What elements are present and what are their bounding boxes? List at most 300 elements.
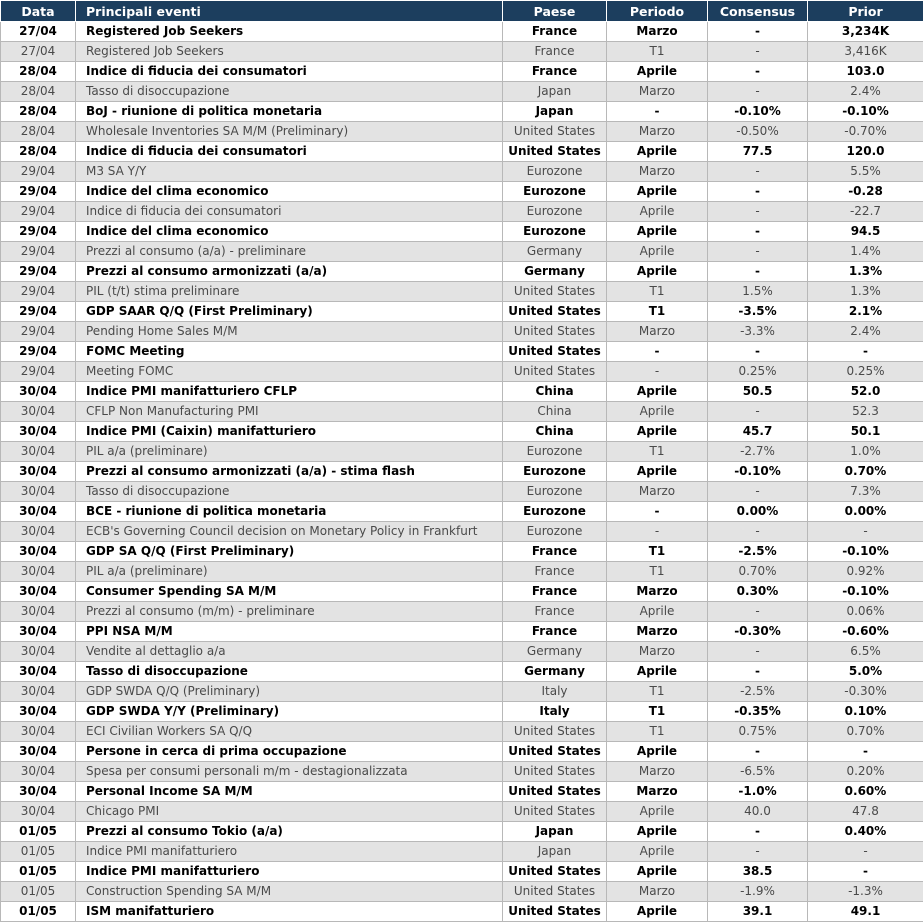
cell-consensus: - (708, 222, 808, 242)
cell-consensus: -3.3% (708, 322, 808, 342)
header-consensus: Consensus (708, 1, 808, 22)
cell-prior: -1.3% (808, 882, 923, 902)
table-row (1, 862, 923, 882)
table-row (1, 402, 923, 422)
cell-consensus: -1.9% (708, 882, 808, 902)
cell-date: 28/04 (1, 62, 76, 82)
cell-consensus: 1.5% (708, 282, 808, 302)
cell-country: France (503, 42, 607, 62)
cell-consensus: - (708, 162, 808, 182)
cell-country: United States (503, 722, 607, 742)
cell-country: Italy (503, 682, 607, 702)
cell-event: Indice PMI (Caixin) manifatturiero (76, 422, 503, 442)
cell-event: Indice di fiducia dei consumatori (76, 62, 503, 82)
cell-event: BCE - riunione di politica monetaria (76, 502, 503, 522)
cell-consensus: -0.10% (708, 462, 808, 482)
cell-event: Prezzi al consumo Tokio (a/a) (76, 822, 503, 842)
cell-date: 30/04 (1, 802, 76, 822)
cell-country: United States (503, 142, 607, 162)
cell-country: China (503, 382, 607, 402)
table-row (1, 162, 923, 182)
header-date: Data (1, 1, 76, 22)
cell-date: 29/04 (1, 302, 76, 322)
cell-country: Germany (503, 642, 607, 662)
table-row (1, 182, 923, 202)
cell-date: 28/04 (1, 102, 76, 122)
cell-country: France (503, 622, 607, 642)
cell-date: 30/04 (1, 542, 76, 562)
cell-event: ECB's Governing Council decision on Monetary Policy in Frankfurt (76, 522, 503, 542)
cell-consensus: 40.0 (708, 802, 808, 822)
cell-country: Japan (503, 82, 607, 102)
cell-prior: -0.10% (808, 542, 923, 562)
cell-date: 29/04 (1, 282, 76, 302)
cell-period: Marzo (607, 22, 708, 42)
cell-country: United States (503, 762, 607, 782)
cell-period: Marzo (607, 582, 708, 602)
cell-consensus: 0.70% (708, 562, 808, 582)
cell-period: - (607, 522, 708, 542)
cell-event: Indice PMI manifatturiero (76, 842, 503, 862)
cell-prior: 1.0% (808, 442, 923, 462)
cell-date: 30/04 (1, 502, 76, 522)
cell-event: GDP SA Q/Q (First Preliminary) (76, 542, 503, 562)
header-row (1, 1, 923, 22)
cell-period: - (607, 102, 708, 122)
cell-country: Japan (503, 822, 607, 842)
cell-date: 29/04 (1, 322, 76, 342)
cell-event: Tasso di disoccupazione (76, 662, 503, 682)
table-row (1, 382, 923, 402)
cell-prior: - (808, 742, 923, 762)
cell-period: Marzo (607, 882, 708, 902)
cell-prior: 50.1 (808, 422, 923, 442)
cell-date: 30/04 (1, 382, 76, 402)
cell-prior: 0.60% (808, 782, 923, 802)
cell-country: France (503, 542, 607, 562)
cell-event: ECI Civilian Workers SA Q/Q (76, 722, 503, 742)
cell-date: 01/05 (1, 902, 76, 922)
cell-country: United States (503, 862, 607, 882)
cell-prior: - (808, 522, 923, 542)
cell-prior: 2.1% (808, 302, 923, 322)
cell-country: France (503, 602, 607, 622)
cell-consensus: -0.35% (708, 702, 808, 722)
cell-event: PIL (t/t) stima preliminare (76, 282, 503, 302)
cell-period: T1 (607, 542, 708, 562)
table-row (1, 462, 923, 482)
header-prior: Prior (808, 1, 923, 22)
cell-prior: 0.70% (808, 722, 923, 742)
cell-consensus: - (708, 842, 808, 862)
cell-period: - (607, 362, 708, 382)
table-row (1, 62, 923, 82)
cell-date: 30/04 (1, 722, 76, 742)
header-event: Principali eventi (76, 1, 503, 22)
table-row (1, 342, 923, 362)
cell-date: 30/04 (1, 422, 76, 442)
cell-event: Spesa per consumi personali m/m - destagionalizzata (76, 762, 503, 782)
cell-period: Aprile (607, 842, 708, 862)
table-row (1, 82, 923, 102)
cell-date: 28/04 (1, 142, 76, 162)
cell-date: 29/04 (1, 202, 76, 222)
cell-date: 30/04 (1, 522, 76, 542)
cell-country: United States (503, 902, 607, 922)
cell-prior: 3,416K (808, 42, 923, 62)
cell-country: Japan (503, 842, 607, 862)
table-row (1, 442, 923, 462)
cell-consensus: - (708, 602, 808, 622)
table-row (1, 642, 923, 662)
table-row (1, 722, 923, 742)
cell-prior: 2.4% (808, 82, 923, 102)
cell-period: T1 (607, 42, 708, 62)
table-row (1, 202, 923, 222)
cell-country: France (503, 62, 607, 82)
cell-country: Japan (503, 102, 607, 122)
cell-date: 30/04 (1, 702, 76, 722)
cell-event: Prezzi al consumo armonizzati (a/a) (76, 262, 503, 282)
cell-date: 30/04 (1, 582, 76, 602)
table-row (1, 122, 923, 142)
cell-prior: -0.70% (808, 122, 923, 142)
cell-consensus: - (708, 42, 808, 62)
cell-consensus: - (708, 742, 808, 762)
cell-consensus: 0.75% (708, 722, 808, 742)
table-row (1, 802, 923, 822)
cell-period: Marzo (607, 122, 708, 142)
cell-country: Italy (503, 702, 607, 722)
cell-period: Marzo (607, 642, 708, 662)
cell-event: ISM manifatturiero (76, 902, 503, 922)
cell-event: CFLP Non Manufacturing PMI (76, 402, 503, 422)
cell-period: Marzo (607, 82, 708, 102)
cell-prior: -0.60% (808, 622, 923, 642)
cell-prior: -0.10% (808, 582, 923, 602)
cell-event: Meeting FOMC (76, 362, 503, 382)
cell-prior: 120.0 (808, 142, 923, 162)
cell-prior: 0.92% (808, 562, 923, 582)
table-body (1, 22, 923, 922)
cell-consensus: -2.5% (708, 682, 808, 702)
cell-period: Aprile (607, 262, 708, 282)
cell-date: 30/04 (1, 462, 76, 482)
cell-prior: - (808, 862, 923, 882)
cell-period: - (607, 502, 708, 522)
cell-period: T1 (607, 302, 708, 322)
cell-prior: 0.06% (808, 602, 923, 622)
cell-consensus: -2.7% (708, 442, 808, 462)
cell-country: Eurozone (503, 482, 607, 502)
table-row (1, 742, 923, 762)
cell-consensus: - (708, 342, 808, 362)
cell-country: Germany (503, 662, 607, 682)
cell-consensus: - (708, 642, 808, 662)
table-row (1, 362, 923, 382)
cell-country: Eurozone (503, 182, 607, 202)
table-row (1, 502, 923, 522)
cell-country: Eurozone (503, 202, 607, 222)
cell-consensus: -0.50% (708, 122, 808, 142)
cell-period: Aprile (607, 742, 708, 762)
cell-date: 30/04 (1, 782, 76, 802)
cell-date: 01/05 (1, 842, 76, 862)
cell-period: T1 (607, 682, 708, 702)
cell-event: Persone in cerca di prima occupazione (76, 742, 503, 762)
cell-country: United States (503, 342, 607, 362)
table-row (1, 522, 923, 542)
cell-period: Aprile (607, 62, 708, 82)
cell-country: United States (503, 362, 607, 382)
cell-event: PPI NSA M/M (76, 622, 503, 642)
cell-country: Eurozone (503, 462, 607, 482)
cell-consensus: - (708, 22, 808, 42)
cell-period: Marzo (607, 762, 708, 782)
cell-prior: - (808, 842, 923, 862)
cell-date: 30/04 (1, 742, 76, 762)
cell-event: Indice PMI manifatturiero (76, 862, 503, 882)
cell-date: 29/04 (1, 262, 76, 282)
cell-event: BoJ - riunione di politica monetaria (76, 102, 503, 122)
cell-date: 30/04 (1, 662, 76, 682)
cell-consensus: - (708, 182, 808, 202)
cell-country: United States (503, 782, 607, 802)
table-row (1, 842, 923, 862)
cell-period: T1 (607, 722, 708, 742)
cell-event: Prezzi al consumo (a/a) - preliminare (76, 242, 503, 262)
cell-consensus: -2.5% (708, 542, 808, 562)
table-row (1, 102, 923, 122)
cell-date: 29/04 (1, 242, 76, 262)
table-row (1, 302, 923, 322)
table-row (1, 822, 923, 842)
cell-event: Tasso di disoccupazione (76, 482, 503, 502)
cell-consensus: - (708, 82, 808, 102)
cell-country: United States (503, 122, 607, 142)
cell-country: United States (503, 802, 607, 822)
cell-consensus: 0.00% (708, 502, 808, 522)
cell-prior: 0.10% (808, 702, 923, 722)
cell-period: Aprile (607, 202, 708, 222)
cell-prior: 103.0 (808, 62, 923, 82)
cell-event: Prezzi al consumo (m/m) - preliminare (76, 602, 503, 622)
cell-event: PIL a/a (preliminare) (76, 442, 503, 462)
cell-consensus: -6.5% (708, 762, 808, 782)
cell-date: 01/05 (1, 882, 76, 902)
cell-date: 30/04 (1, 402, 76, 422)
table-row (1, 322, 923, 342)
table-row (1, 662, 923, 682)
cell-date: 30/04 (1, 602, 76, 622)
cell-country: Germany (503, 262, 607, 282)
cell-period: Aprile (607, 802, 708, 822)
cell-prior: 1.4% (808, 242, 923, 262)
cell-period: Aprile (607, 462, 708, 482)
table-row (1, 42, 923, 62)
cell-period: Aprile (607, 142, 708, 162)
table-row (1, 562, 923, 582)
cell-country: France (503, 562, 607, 582)
cell-country: United States (503, 742, 607, 762)
table-row (1, 582, 923, 602)
cell-country: Eurozone (503, 222, 607, 242)
cell-consensus: 38.5 (708, 862, 808, 882)
cell-prior: 6.5% (808, 642, 923, 662)
cell-period: Aprile (607, 662, 708, 682)
cell-period: Aprile (607, 822, 708, 842)
cell-event: Registered Job Seekers (76, 42, 503, 62)
cell-event: Chicago PMI (76, 802, 503, 822)
cell-prior: -0.10% (808, 102, 923, 122)
cell-date: 28/04 (1, 82, 76, 102)
cell-event: GDP SWDA Q/Q (Preliminary) (76, 682, 503, 702)
cell-period: Aprile (607, 602, 708, 622)
cell-period: Aprile (607, 222, 708, 242)
table-row (1, 682, 923, 702)
cell-period: T1 (607, 562, 708, 582)
cell-prior: 0.70% (808, 462, 923, 482)
cell-country: Germany (503, 242, 607, 262)
header-period: Periodo (607, 1, 708, 22)
cell-event: Personal Income SA M/M (76, 782, 503, 802)
cell-consensus: 50.5 (708, 382, 808, 402)
cell-consensus: - (708, 242, 808, 262)
cell-consensus: - (708, 262, 808, 282)
table-row (1, 702, 923, 722)
cell-date: 30/04 (1, 762, 76, 782)
cell-event: Indice di fiducia dei consumatori (76, 202, 503, 222)
cell-date: 29/04 (1, 162, 76, 182)
cell-period: Marzo (607, 162, 708, 182)
cell-period: Aprile (607, 242, 708, 262)
cell-period: Aprile (607, 402, 708, 422)
cell-country: United States (503, 882, 607, 902)
cell-country: Eurozone (503, 162, 607, 182)
cell-country: Eurozone (503, 522, 607, 542)
cell-date: 30/04 (1, 442, 76, 462)
cell-event: Tasso di disoccupazione (76, 82, 503, 102)
cell-date: 30/04 (1, 562, 76, 582)
cell-prior: 7.3% (808, 482, 923, 502)
cell-event: Indice del clima economico (76, 182, 503, 202)
cell-prior: 2.4% (808, 322, 923, 342)
table-row (1, 242, 923, 262)
cell-consensus: 45.7 (708, 422, 808, 442)
cell-event: Indice del clima economico (76, 222, 503, 242)
cell-period: Marzo (607, 782, 708, 802)
cell-event: Indice PMI manifatturiero CFLP (76, 382, 503, 402)
table-row (1, 882, 923, 902)
cell-prior: - (808, 342, 923, 362)
cell-period: Aprile (607, 902, 708, 922)
cell-event: GDP SAAR Q/Q (First Preliminary) (76, 302, 503, 322)
table-row (1, 602, 923, 622)
cell-consensus: 0.30% (708, 582, 808, 602)
cell-country: China (503, 402, 607, 422)
table-row (1, 422, 923, 442)
cell-country: Eurozone (503, 442, 607, 462)
cell-prior: 52.3 (808, 402, 923, 422)
cell-consensus: -3.5% (708, 302, 808, 322)
cell-event: M3 SA Y/Y (76, 162, 503, 182)
header-country: Paese (503, 1, 607, 22)
cell-country: France (503, 582, 607, 602)
cell-event: Consumer Spending SA M/M (76, 582, 503, 602)
cell-event: Wholesale Inventories SA M/M (Preliminary) (76, 122, 503, 142)
cell-event: Prezzi al consumo armonizzati (a/a) - stima flash (76, 462, 503, 482)
cell-period: Aprile (607, 862, 708, 882)
cell-period: - (607, 342, 708, 362)
cell-consensus: -1.0% (708, 782, 808, 802)
cell-prior: 0.25% (808, 362, 923, 382)
cell-consensus: -0.30% (708, 622, 808, 642)
cell-event: Registered Job Seekers (76, 22, 503, 42)
cell-prior: 5.0% (808, 662, 923, 682)
cell-country: China (503, 422, 607, 442)
cell-event: GDP SWDA Y/Y (Preliminary) (76, 702, 503, 722)
cell-event: Indice di fiducia dei consumatori (76, 142, 503, 162)
cell-date: 30/04 (1, 482, 76, 502)
cell-period: T1 (607, 702, 708, 722)
cell-country: France (503, 22, 607, 42)
cell-period: T1 (607, 442, 708, 462)
cell-period: Marzo (607, 322, 708, 342)
cell-consensus: 39.1 (708, 902, 808, 922)
cell-prior: 0.20% (808, 762, 923, 782)
cell-event: Construction Spending SA M/M (76, 882, 503, 902)
table-row (1, 622, 923, 642)
cell-date: 01/05 (1, 862, 76, 882)
cell-consensus: - (708, 202, 808, 222)
table-row (1, 142, 923, 162)
cell-consensus: - (708, 522, 808, 542)
cell-prior: 1.3% (808, 282, 923, 302)
table-row (1, 282, 923, 302)
cell-consensus: 77.5 (708, 142, 808, 162)
table-row (1, 762, 923, 782)
cell-country: United States (503, 302, 607, 322)
cell-period: Marzo (607, 622, 708, 642)
cell-prior: -0.28 (808, 182, 923, 202)
cell-consensus: - (708, 402, 808, 422)
cell-date: 29/04 (1, 342, 76, 362)
cell-prior: 5.5% (808, 162, 923, 182)
cell-consensus: - (708, 62, 808, 82)
table-row (1, 262, 923, 282)
cell-event: PIL a/a (preliminare) (76, 562, 503, 582)
cell-period: Aprile (607, 422, 708, 442)
cell-period: Aprile (607, 382, 708, 402)
cell-consensus: -0.10% (708, 102, 808, 122)
cell-country: United States (503, 282, 607, 302)
cell-period: Marzo (607, 482, 708, 502)
table-row (1, 222, 923, 242)
cell-prior: 0.00% (808, 502, 923, 522)
cell-period: Aprile (607, 182, 708, 202)
cell-event: Pending Home Sales M/M (76, 322, 503, 342)
cell-event: Vendite al dettaglio a/a (76, 642, 503, 662)
cell-consensus: - (708, 662, 808, 682)
table-row (1, 22, 923, 42)
cell-prior: 0.40% (808, 822, 923, 842)
cell-date: 27/04 (1, 42, 76, 62)
cell-prior: -0.30% (808, 682, 923, 702)
table-row (1, 902, 923, 922)
cell-prior: 49.1 (808, 902, 923, 922)
cell-date: 27/04 (1, 22, 76, 42)
cell-date: 29/04 (1, 182, 76, 202)
